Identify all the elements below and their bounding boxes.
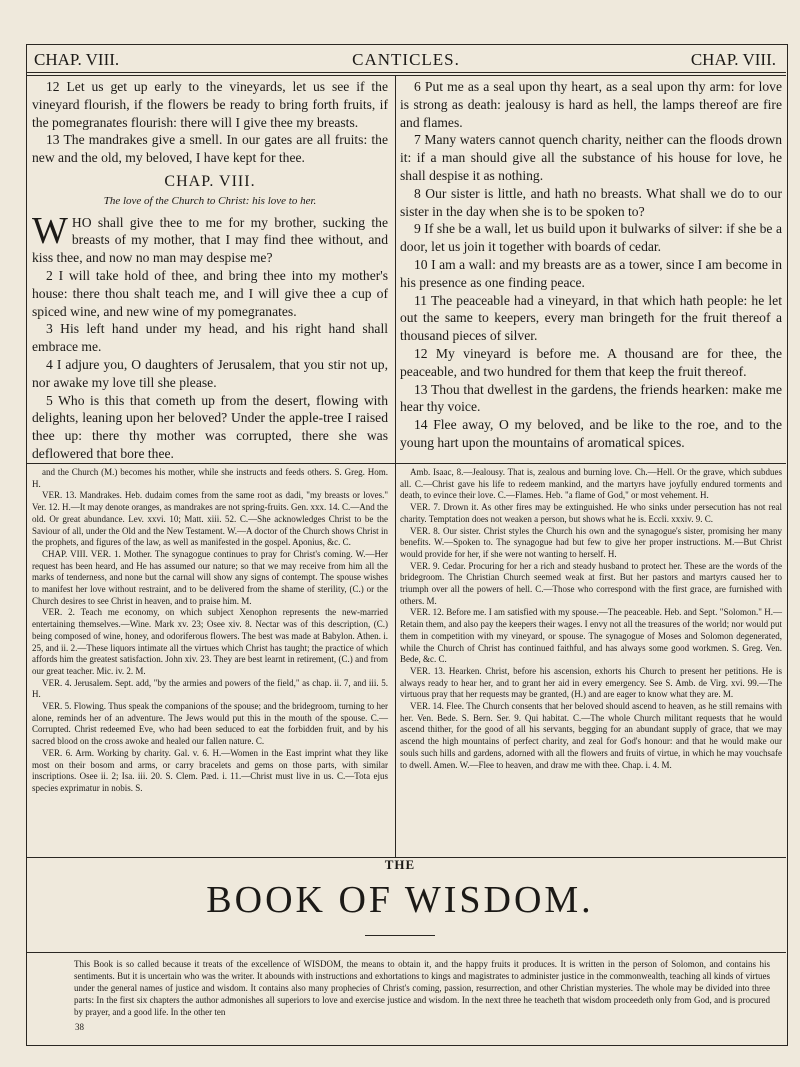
note: VER. 5. Flowing. Thus speak the companions of the spouse; and the bridegroom, turning to her alone, reminds her of an adventure. The Jews would put this in the mouth of the spouse. C.—Corrupted. Christ redeemed Eve, who had been seduced to eat the forbidden fruit, and by his sacred blood on the cross awoke and healed our fallen nature. C. (32, 701, 388, 747)
verse-2: 2 I will take hold of thee, and bring thee into my mother's house: there thou shalt teach me, and I will give thee a cup of spiced wine, and new wine of my pomegranates. (32, 267, 388, 319)
intro-rule (27, 952, 786, 953)
book-title: BOOK OF WISDOM. (206, 879, 594, 921)
verse-7: 7 Many waters cannot quench charity, neither can the floods drown it: if a man should give all the substance of his house for love, he shall despise it as nothing. (400, 132, 782, 183)
drop-cap: W (32, 209, 68, 252)
right-text-column (400, 78, 782, 452)
verse-5: 5 Who is this that cometh up from the desert, flowing with delights, leaning upon her beloved? Under the apple-tree I raised thee up: there thy mother was corrupted, there she was deflowered that bore thee. (32, 392, 388, 461)
note: VER. 9. Cedar. Procuring for her a rich and steady husband to protect her. These are the words of the bridegroom. The Christian Church seemed weak at first. But her pastors and martyrs caused her to triumph over all the powers of hell. C.—Those who correspond with the first grace, are furnished with others. M. (400, 560, 782, 606)
note: VER. 13. Hearken. Christ, before his ascension, exhorts his Church to present her petitions. He is always ready to hear her, and to grant her aid in every emergency. See S. Amb. de Virg. xvi. 99.—The virtuous pray that her requests may be granted, (H.) and are eager to know what they are. M. (400, 665, 782, 700)
verse-13: 13 The mandrakes give a smell. In our gates are all fruits: the new and the old, my beloved, I have kept for thee. (32, 132, 388, 166)
verse-13: 13 Thou that dwellest in the gardens, the friends hearken: make me hear thy voice. (400, 381, 782, 415)
note: VER. 4. Jerusalem. Sept. add, "by the armies and powers of the field," as chap. ii. 7, and iii. 5. H. (32, 677, 388, 700)
header-center: CANTICLES. (352, 50, 460, 69)
book-title-prefix: THE (384, 857, 416, 872)
running-header (30, 48, 782, 70)
note: VER. 14. Flee. The Church consents that her beloved should ascend to heaven, as he still remains with her. Ven. Bede. S. Bern. Ser. 9. Qui habitat. C.—The whole Church militant requests that he would ascend thither, for the good of all his servants, begging for an abundant supply of grace, that we may ascend the high mountains of perfect charity, and zeal for God's honour: and that he would make our souls such hills and gardens, adorned with all the flowers and fruits of virtue, in which he may vouchsafe to dwell. Amen. W.—Flee to heaven, and draw me with thee. Chap. i. 4. M. (400, 701, 782, 770)
note: VER. 12. Before me. I am satisfied with my spouse.—The peaceable. Heb. and Sept. "Solomon." H.—Retain them, and also pay the keepers their wages. I envy not all the treasures of the world; nor would put them in competition with my vineyard, or spouse. The synagogue of Moses and Solomon degenerated, while the Church of Christ has continued faithful, and has always some good workmen. S. Greg. Ven. Bede, &c. C. (400, 607, 782, 665)
column-divider (395, 76, 396, 857)
chapter-title: CHAP. VIII. (164, 172, 256, 190)
verse-12: 12 My vineyard is before me. A thousand are for thee, the peaceable, and two hundred for them that keep the fruit thereof. (400, 345, 782, 379)
note: and the Church (M.) becomes his mother, while she instructs and feeds others. S. Greg. Hom. H. (32, 467, 388, 489)
left-commentary-column (32, 467, 388, 795)
note: Amb. Isaac, 8.—Jealousy. That is, zealous and burning love. Ch.—Hell. Or the grave, which subdues all. C.—Christ gave his life to redeem mankind, and the martyrs have joyfully endured torments and death, to evince their love. C.—Flames. Heb. "a flame of God," or most vehement. H. (400, 467, 782, 501)
verse-4: 4 I adjure you, O daughters of Jerusalem, that you stir not up, nor awake my love till she please. (32, 356, 388, 390)
header-left: CHAP. VIII. (34, 50, 120, 69)
note: VER. 13. Mandrakes. Heb. dudaim comes from the same root as dadi, "my breasts or loves." Ver. 12. H.—It may denote oranges, as mandrakes are not spring-fruits. Gen. xxx. 14. C.—And the old. Or great abundance. Lev. xxvi. 10; Matt. xiii. 52. C.—She acknowledges Christ to be the Saviour of all, under the Old and the New Testament. W.—A doctor of the Church shows Christ in the prophets, and figures of the law, as well as manifested in the gospel. Aponius, &c. C. (32, 490, 388, 548)
verse-11: 11 The peaceable had a vineyard, in that which hath people: he let out the same to keepers, every man bringeth for the fruit thereof a thousand pieces of silver. (400, 292, 782, 344)
right-commentary-column (400, 467, 782, 771)
note: VER. 6. Arm. Working by charity. Gal. v. 6. H.—Women in the East imprint what they like most on their bosom and arms, or carry bracelets and gems on those parts, with similar inscriptions. Osee ii. 2; Isa. iii. 20. S. Clem. Pæd. i. 11.—Christ must live in us. C.—Tota ejus species exprimatur in nobis. S. (32, 747, 388, 793)
verse-9: 9 If she be a wall, let us build upon it bulwarks of silver: if she be a door, let us join it together with boards of cedar. (400, 221, 782, 255)
verse-8: 8 Our sister is little, and hath no breasts. What shall we do to our sister in the day when she is to be spoken to? (400, 185, 782, 219)
title-underline (365, 935, 435, 936)
verse-14: 14 Flee away, O my beloved, and be like to the roe, and to the young hart upon the mountains of aromatical spices. (400, 417, 782, 450)
note: VER. 2. Teach me economy, on which subject Xenophon represents the new-married entertaining themselves.—Wine. Mark xv. 23; Osee xiv. 8. Nectar was of this description, (C.) being composed of wine, honey, and odoriferous flowers. The best was made at Babylon. Athen. i. 25, and ii. 2.—These liquors intimate all the virtues which Christ has taught; the practice of which affords him the greatest satisfaction. John xiv. 23. They are best learnt in retirement, (C.) and from our great teacher. Mic. iv. 2. M. (32, 607, 388, 676)
verse-12: 12 Let us get up early to the vineyards, let us see if the vineyard flourish, if the flowers be ready to bring forth fruits, if the pomegranates flourish: there will I give thee my breasts. (32, 79, 388, 130)
verse-3: 3 His left hand under my head, and his right hand shall embrace me. (32, 321, 388, 355)
note: CHAP. VIII. VER. 1. Mother. The synagogue continues to pray for Christ's coming. W.—Her request has been heard, and He has assumed our nature; so that we may receive from him all the marks of tenderness, and none but the carnal will show any signs of contempt. The spouse wishes to manifest her love without restraint, and to be delivered from the shame of sterility, (C.) or the Church desires to see Christ in heaven, and to praise him. M. (32, 548, 388, 606)
chapter-summary: The love of the Church to Christ: his love to her. (103, 194, 317, 207)
note: VER. 7. Drown it. As other fires may be extinguished. He who sinks under persecution has not real charity. Temptation does not weaken a person, but shows what he is. Eccli. xxxiv. 9. C. (400, 502, 782, 524)
header-rule-double (27, 75, 786, 76)
header-right: CHAP. VIII. (690, 50, 776, 69)
note: VER. 8. Our sister. Christ styles the Church his own and the synagogue's sister, promising her many benefits. W.—Spoken to. The synagogue had but few to give her proper instructions. M.—But Christ would provide for her, if she were not wanting to herself. H. (400, 525, 782, 559)
page-number: 38 (75, 1022, 84, 1032)
verse-6: 6 Put me as a seal upon thy heart, as a seal upon thy arm: for love is strong as death: jealousy is hard as hell, the lamps thereof are fire and flames. (400, 79, 782, 130)
left-text-column (32, 78, 388, 463)
verse-1-text: HO shall give thee to me for my brother, sucking the breasts of my mother, that I may find thee without, and kiss thee, and now no man may despise me? (32, 214, 388, 266)
verse-1 (32, 209, 388, 267)
text-notes-rule (27, 463, 786, 464)
book-introduction: This Book is so called because it treats of the excellence of WISDOM, the means to obtain it, and the happy fruits it produces. It is written in the person of Solomon, and contains his sentiments. But it is uncertain who was the writer. It abounds with instructions and exhortations to kings and magistrates to administer justice in the commonwealth, teaching all kinds of virtues under the general names of justice and wisdom. It contains also many prophecies of Christ's coming, passion, resurrection, and other Christian mysteries. The whole may be divided into three parts: In the first six chapters the author admonishes all superiors to love and exercise justice and wisdom. In the next three he teacheth that wisdom proceedeth only from God, and is procured by prayer, and a good life. In the other ten (74, 959, 770, 1017)
verse-10: 10 I am a wall: and my breasts are as a tower, since I am become in his presence as one finding peace. (400, 256, 782, 290)
header-rule (27, 72, 786, 73)
